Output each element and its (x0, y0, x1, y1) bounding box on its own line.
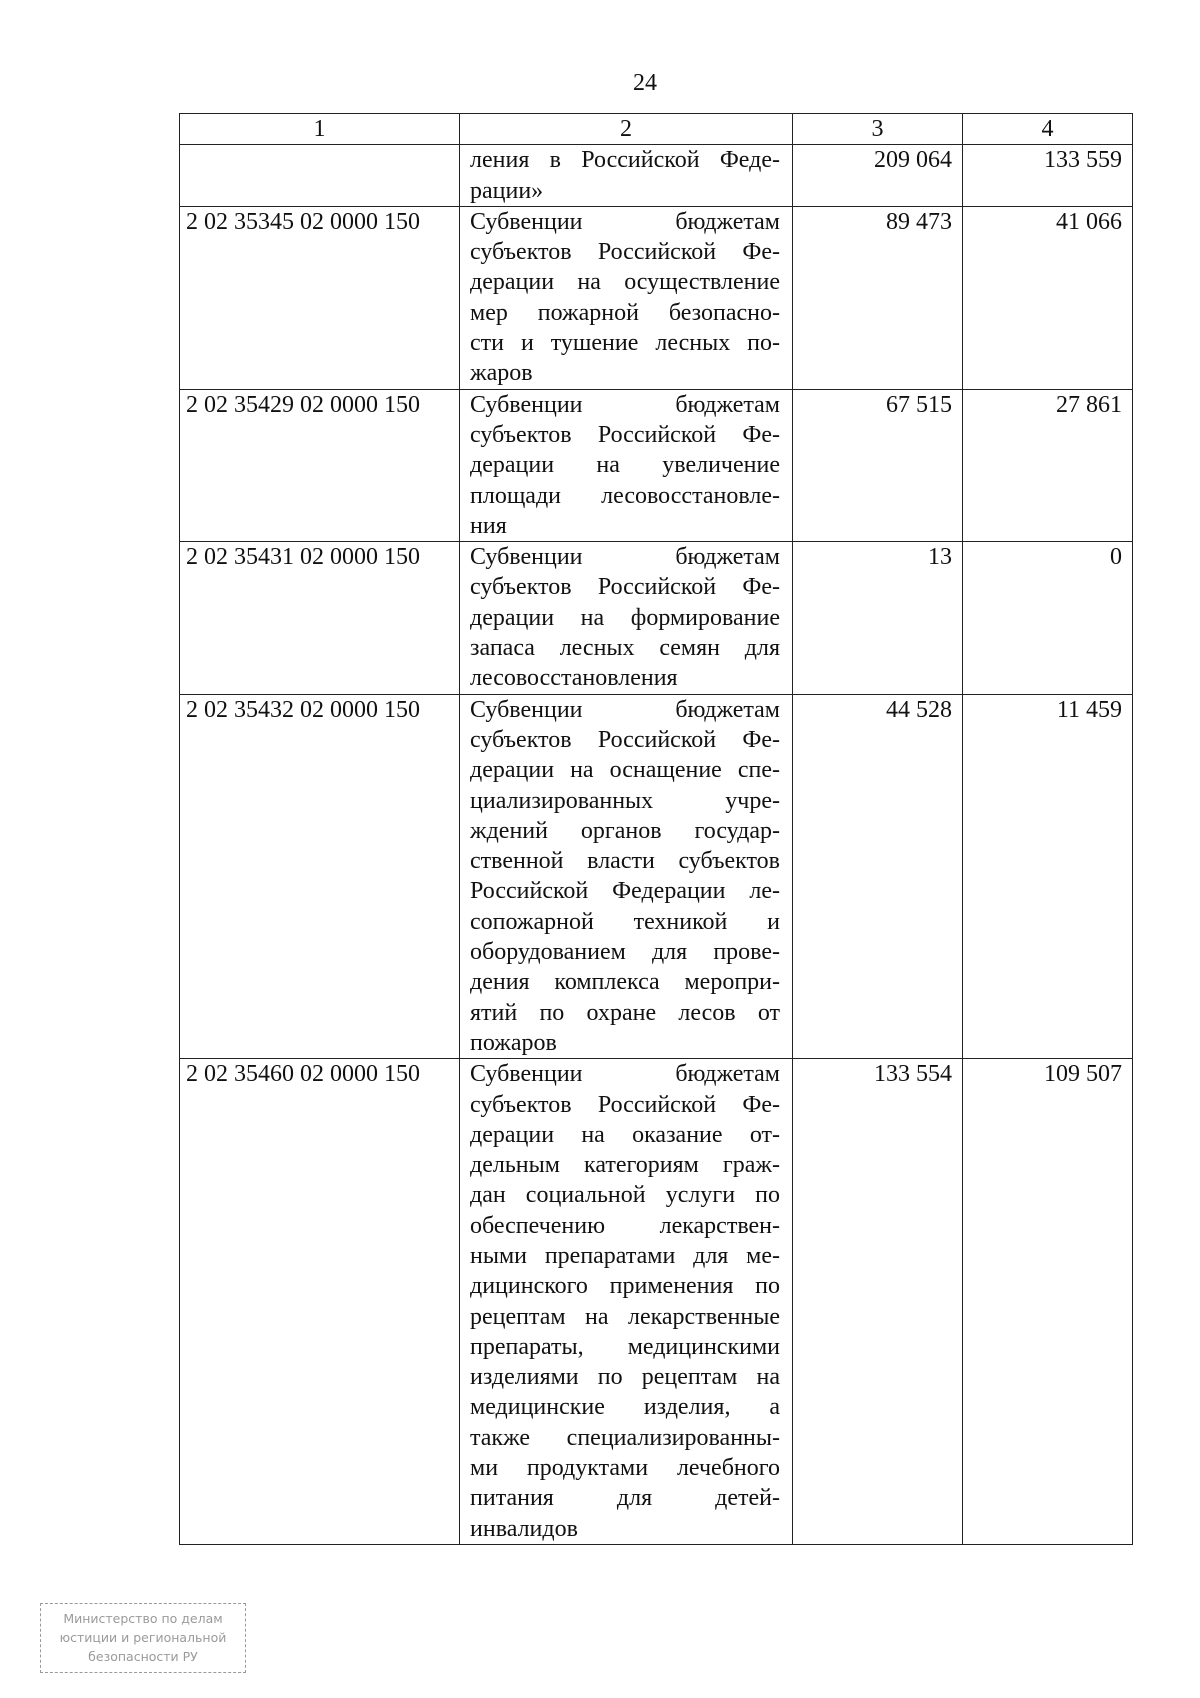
description-cell (460, 389, 793, 541)
description-line: дерации на формирование (470, 604, 780, 631)
description-line: Субвенции бюджетам (470, 208, 780, 235)
description-line: сопожарной техникой и (470, 908, 780, 935)
description-line: дан социальной услуги по (470, 1182, 780, 1209)
description-line: запаса лесных семян для (470, 635, 780, 662)
table-row (180, 694, 1133, 1059)
header-cell-1: 1 (180, 114, 460, 145)
header-cell-3: 3 (793, 114, 963, 145)
header-cell-2: 2 (460, 114, 793, 145)
description-line: питания для детей- (470, 1485, 780, 1512)
amount-col4-cell: 133 559 (963, 145, 1133, 207)
description-line: сти и тушение лесных по- (470, 330, 780, 357)
description-line: медицинские изделия, а (470, 1394, 780, 1421)
description-line: изделиями по рецептам на (470, 1364, 780, 1391)
table-row (180, 145, 1133, 207)
amount-col4-cell: 109 507 (963, 1059, 1133, 1545)
amount-col3-cell: 209 064 (793, 145, 963, 207)
description-line: Субвенции бюджетам (470, 696, 780, 723)
description-line: циализированных учре- (470, 787, 780, 814)
description-line: обеспечению лекарствен- (470, 1212, 780, 1239)
description-line: препараты, медицинскими (470, 1333, 780, 1360)
header-cell-4: 4 (963, 114, 1133, 145)
header-row (180, 114, 1133, 145)
table-row (180, 542, 1133, 694)
description-line: ждений органов государ- (470, 817, 780, 844)
budget-code-cell: 2 02 35431 02 0000 150 (180, 542, 460, 694)
description-line: рации» (470, 177, 544, 204)
amount-col4-cell: 11 459 (963, 694, 1133, 1059)
description-cell (460, 145, 793, 207)
description-line: дицинского применения по (470, 1273, 780, 1300)
description-line: пожаров (470, 1029, 557, 1056)
description-line: ния (470, 512, 507, 539)
budget-table-body (180, 114, 1133, 1545)
description-line: мер пожарной безопасно- (470, 299, 780, 326)
description-cell (460, 1059, 793, 1545)
description-line: субъектов Российской Фе- (470, 421, 780, 448)
budget-code-cell: 2 02 35460 02 0000 150 (180, 1059, 460, 1545)
amount-col4-cell: 0 (963, 542, 1133, 694)
amount-col3-cell: 44 528 (793, 694, 963, 1059)
budget-code-cell (180, 145, 460, 207)
description-line: ственной власти субъектов (470, 848, 780, 875)
description-line: субъектов Российской Фе- (470, 239, 780, 266)
description-line: лесовосстановления (470, 665, 678, 692)
budget-code-cell: 2 02 35345 02 0000 150 (180, 206, 460, 389)
description-line: Субвенции бюджетам (470, 391, 780, 418)
description-line: Субвенции бюджетам (470, 544, 780, 571)
description-line: инвалидов (470, 1515, 578, 1542)
stamp-line: безопасности РУ (88, 1649, 198, 1664)
table-row (180, 1059, 1133, 1545)
description-cell (460, 694, 793, 1059)
budget-code-cell: 2 02 35432 02 0000 150 (180, 694, 460, 1059)
description-line: Российской Федерации ле- (470, 878, 780, 905)
description-cell (460, 206, 793, 389)
description-line: дерации на оснащение спе- (470, 757, 780, 784)
description-line: субъектов Российской Фе- (470, 1091, 780, 1118)
budget-table (179, 113, 1133, 1545)
table-row (180, 206, 1133, 389)
description-line: ными препаратами для ме- (470, 1242, 780, 1269)
amount-col3-cell: 67 515 (793, 389, 963, 541)
description-line: также специализированны- (470, 1424, 780, 1451)
description-line: субъектов Российской Фе- (470, 574, 780, 601)
description-cell (460, 542, 793, 694)
description-line: Субвенции бюджетам (470, 1061, 780, 1088)
description-line: площади лесовосстановле- (470, 482, 780, 509)
description-line: рецептам на лекарственные (470, 1303, 780, 1330)
page-number: 24 (633, 70, 657, 96)
amount-col3-cell: 133 554 (793, 1059, 963, 1545)
amount-col4-cell: 41 066 (963, 206, 1133, 389)
budget-code-cell: 2 02 35429 02 0000 150 (180, 389, 460, 541)
description-line: дения комплекса меропри- (470, 969, 780, 996)
description-line: ления в Российской Феде- (470, 147, 780, 174)
description-line: ятий по охране лесов от (470, 999, 780, 1026)
registration-stamp (40, 1603, 246, 1673)
amount-col3-cell: 13 (793, 542, 963, 694)
stamp-line: юстиции и региональной (59, 1630, 227, 1645)
amount-col3-cell: 89 473 (793, 206, 963, 389)
description-line: дерации на осуществление (470, 269, 780, 296)
description-line: дерации на увеличение (470, 452, 780, 479)
description-line: оборудованием для прове- (470, 939, 780, 966)
description-line: жаров (470, 360, 533, 387)
stamp-line: Министерство по делам (63, 1611, 223, 1626)
description-line: ми продуктами лечебного (470, 1455, 780, 1482)
amount-col4-cell: 27 861 (963, 389, 1133, 541)
description-line: дельным категориям граж- (470, 1152, 780, 1179)
description-line: субъектов Российской Фе- (470, 726, 780, 753)
description-line: дерации на оказание от- (470, 1121, 780, 1148)
table-row (180, 389, 1133, 541)
